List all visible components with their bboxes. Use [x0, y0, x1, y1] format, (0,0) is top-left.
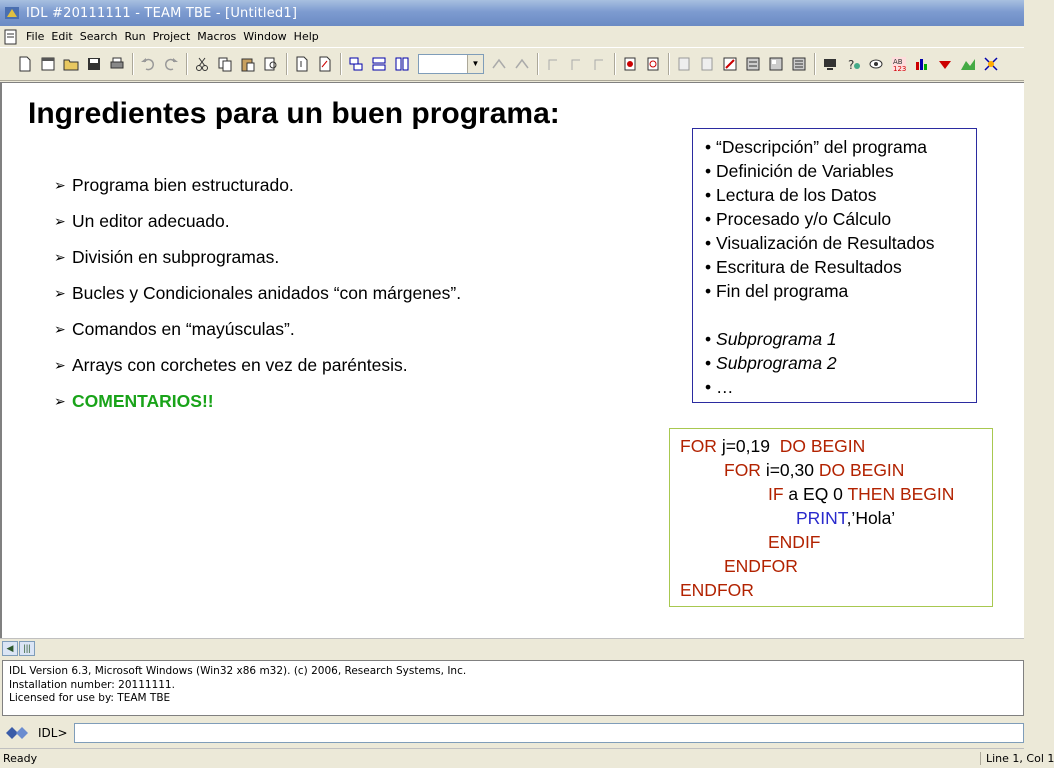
toolbar-separator	[814, 53, 816, 75]
toolbar-separator	[340, 53, 342, 75]
structure-item: • Visualización de Resultados	[705, 233, 935, 253]
copy-icon[interactable]	[214, 53, 236, 75]
bullet-mark: •	[705, 353, 712, 373]
status-text: Ready	[3, 752, 38, 765]
structure-item: • Fin del programa	[705, 281, 849, 301]
step-over-icon[interactable]	[511, 53, 533, 75]
bullet-mark: •	[705, 329, 712, 349]
open-icon[interactable]	[60, 53, 82, 75]
idl-prompt: IDL>	[38, 726, 68, 740]
chart-icon[interactable]	[911, 53, 933, 75]
list-item: ➢ División en subprogramas.	[54, 246, 280, 267]
menu-file[interactable]: File	[26, 30, 45, 43]
help-icon[interactable]	[842, 53, 864, 75]
toolbar-separator	[186, 53, 188, 75]
arrow-bullet-icon: ➢	[54, 248, 66, 265]
arrow-bullet-icon: ➢	[54, 212, 66, 229]
svg-text:123: 123	[893, 65, 907, 73]
step-into-icon[interactable]	[488, 53, 510, 75]
code-example-box	[669, 428, 993, 607]
code-line: ENDIF	[768, 532, 821, 552]
svg-text:?: ?	[848, 58, 855, 72]
split-icon[interactable]	[391, 53, 413, 75]
ingredients-list	[54, 167, 654, 419]
output-line: IDL Version 6.3, Microsoft Windows (Win32 x86 m32). (c) 2006, Research Systems, Inc.	[9, 665, 467, 677]
step-out-icon[interactable]	[542, 53, 564, 75]
ab-icon[interactable]	[888, 53, 910, 75]
subprogram-item	[705, 327, 976, 351]
program-structure-box	[692, 128, 977, 403]
arrow-bullet-icon: ➢	[54, 320, 66, 337]
list-item: ➢ Arrays con corchetes en vez de paréntesis.	[54, 354, 408, 375]
list-item: ➢ Bucles y Condicionales anidados “con márgenes”.	[54, 282, 462, 303]
reset-icon[interactable]	[719, 53, 741, 75]
structure-item: • Definición de Variables	[705, 161, 894, 181]
eye-icon[interactable]	[865, 53, 887, 75]
list-icon[interactable]	[742, 53, 764, 75]
arrow-icon[interactable]	[934, 53, 956, 75]
chevron-down-icon[interactable]: ▼	[467, 55, 483, 73]
arrow-bullet-icon: ➢	[54, 176, 66, 193]
structure-item: • Procesado y/o Cálculo	[705, 209, 892, 229]
image-icon[interactable]	[957, 53, 979, 75]
tile-icon[interactable]	[345, 53, 367, 75]
subprogram-item	[705, 351, 976, 375]
structure-item: • Lectura de los Datos	[705, 185, 877, 205]
list-item: ➢ Programa bien estructurado.	[54, 174, 294, 195]
horizontal-scrollbar[interactable]	[0, 638, 1024, 658]
spacer	[705, 303, 976, 327]
editor-area[interactable]	[0, 82, 1024, 638]
idl-app-icon[interactable]	[4, 5, 20, 21]
fx-icon[interactable]	[980, 53, 1002, 75]
title-bar	[0, 0, 1024, 26]
new-project-icon[interactable]	[37, 53, 59, 75]
ellipsis-item: • …	[705, 377, 734, 397]
cut-icon[interactable]	[191, 53, 213, 75]
output-line: Installation number: 20111111.	[9, 678, 175, 691]
output-line: Licensed for use by: TEAM TBE	[9, 692, 171, 704]
toolbar	[0, 47, 1024, 81]
slide-title: Ingredientes para un buen programa:	[28, 97, 560, 130]
print-icon[interactable]	[106, 53, 128, 75]
new-file-icon[interactable]	[14, 53, 36, 75]
arrow-bullet-icon: ➢	[54, 356, 66, 373]
cursor-position: Line 1, Col 1	[980, 752, 1024, 765]
code-line: PRINT,’Hola’	[796, 508, 896, 528]
monitor-icon[interactable]	[819, 53, 841, 75]
undo-icon[interactable]	[137, 53, 159, 75]
menu-edit[interactable]: Edit	[51, 30, 73, 43]
run-to-icon[interactable]	[565, 53, 587, 75]
redo-icon[interactable]	[160, 53, 182, 75]
variables-icon[interactable]	[788, 53, 810, 75]
subprogram-label: Subprograma 2	[716, 353, 837, 373]
document-icon[interactable]	[4, 29, 18, 45]
cascade-icon[interactable]	[368, 53, 390, 75]
arrow-bullet-icon: ➢	[54, 284, 66, 301]
command-line	[0, 720, 1024, 746]
code-line: FOR j=0,19 DO BEGIN	[680, 436, 866, 456]
scroll-left-icon[interactable]: ◀	[2, 641, 18, 656]
structure-item: • Escritura de Resultados	[705, 257, 902, 277]
structure-item: • “Descripción” del programa	[705, 137, 928, 157]
goto-icon[interactable]	[314, 53, 336, 75]
menu-run[interactable]: Run	[124, 30, 146, 43]
idl-logo-icon	[4, 724, 34, 742]
status-bar	[0, 748, 1054, 768]
properties-icon[interactable]	[765, 53, 787, 75]
toolbar-separator	[286, 53, 288, 75]
find-icon[interactable]	[260, 53, 282, 75]
code-line: ENDFOR	[724, 556, 798, 576]
toolbar-separator	[537, 53, 539, 75]
run-icon[interactable]	[673, 53, 695, 75]
code-line: ENDFOR	[680, 580, 754, 600]
svg-text:AB: AB	[893, 58, 903, 66]
subprogram-label: Subprograma 1	[716, 329, 837, 349]
paste-icon[interactable]	[237, 53, 259, 75]
stop-icon[interactable]	[696, 53, 718, 75]
menu-window[interactable]: Window	[243, 30, 287, 43]
menu-macros[interactable]: Macros	[197, 30, 237, 43]
window-title: IDL #20111111 - TEAM TBE - [Untitled1]	[26, 5, 298, 21]
toolbar-separator	[614, 53, 616, 75]
menu-project[interactable]: Project	[152, 30, 191, 43]
breakpoint-icon[interactable]	[588, 53, 610, 75]
menu-help[interactable]: Help	[293, 30, 319, 43]
command-input[interactable]	[74, 723, 1024, 743]
compile-icon[interactable]	[642, 53, 664, 75]
menu-bar	[0, 26, 1024, 47]
arrow-bullet-icon: ➢	[54, 392, 66, 409]
list-item: ➢ Comandos en “mayúsculas”.	[54, 318, 295, 339]
code-line: FOR i=0,30 DO BEGIN	[724, 460, 905, 480]
list-item: ➢ Un editor adecuado.	[54, 210, 230, 231]
scroll-thumb[interactable]: |||	[19, 641, 35, 656]
toolbar-combo[interactable]	[418, 54, 484, 74]
save-icon[interactable]	[83, 53, 105, 75]
clear-break-icon[interactable]	[619, 53, 641, 75]
toolbar-separator	[668, 53, 670, 75]
menu-search[interactable]: Search	[79, 30, 118, 43]
toolbar-separator	[132, 53, 134, 75]
bookmark-icon[interactable]	[291, 53, 313, 75]
output-log	[2, 660, 1024, 716]
code-line: IF a EQ 0 THEN BEGIN	[768, 484, 955, 504]
list-item: ➢ COMENTARIOS!!	[54, 390, 214, 411]
